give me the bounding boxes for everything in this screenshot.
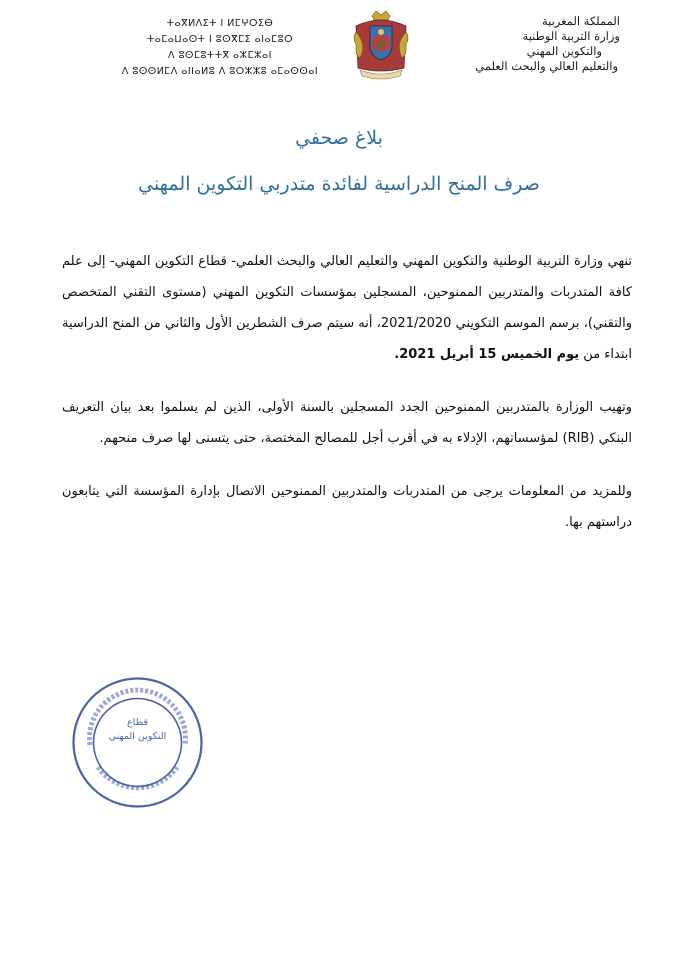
ministry-header-line: وزارة التربية الوطنية [522,29,620,43]
press-release-title: بلاغ صحفي [295,127,383,149]
ministry-header-arabic [420,14,620,74]
ministry-header-line: المملكة المغربية [541,14,620,28]
ministry-header-tifinagh [120,16,320,80]
release-date-text: يوم الخميس 15 أبريل 2021. [394,347,580,362]
ministry-header-line: والتكوين المهني [526,44,602,58]
body-paragraph: وتهيب الوزارة بالمتدربين الممنوحين الجدد المسجلين بالسنة الأولى، الذين لم يسلموا بعد بيان التعريف البنكي (RIB) لمؤسساتهم، الإدلاء به في أقرب أجل للمصالح المختصة، حتى يتسنى لها صرف منحهم. [62,400,632,446]
coat-of-arms-icon [350,8,412,82]
stamp-line: التكوين المهني [108,731,167,742]
body-paragraph: وللمزيد من المعلومات يرجى من المتدربات والمتدربين الممنوحين الاتصال بإدارة المؤسسة التي يتابعون دراستهم بها. [62,484,632,530]
tifinagh-header-line: ⴷ ⵓⵙⵎⵓⵜⵜⴳ ⴰⵣⵎⵣⴰⵏ [168,50,272,61]
body-paragraph [62,246,632,370]
tifinagh-header-line: ⵜⴰⴳⵍⴷⵉⵜ ⵏ ⵍⵎⵖⵔⵉⴱ [166,18,274,29]
press-release-body [62,246,632,560]
ministry-header-line: والتعليم العالي والبحث العلمي [475,59,618,73]
tifinagh-header-line: ⴷ ⵓⵙⵙⵍⵎⴷ ⴰⵏⵏⴰⵍⵓ ⴷ ⵓⵔⵣⵣⵓ ⴰⵎⴰⵙⵙⴰⵏ [121,66,319,77]
stamp-center-text [95,716,180,744]
stamp-line: قطاع [127,717,148,728]
body-paragraph-text: تنهي وزارة التربية الوطنية والتكوين المهني والتعليم العالي والبحث العلمي- قطاع التكوين المهني- إلى علم كافة المتدربات والمتدربين الممنوحين، المسجلين بمؤسسات التكوين المهني (مستوى التقني المتخصص والتقني)، برسم الموسم التكويني 2021/2020، أنه سيتم صرف الشطرين الأول والثاني من المنح الدراسية ابتداء من [62,254,632,362]
press-release-subtitle: صرف المنح الدراسية لفائدة متدربي التكوين المهني [138,173,540,195]
tifinagh-header-line: ⵜⴰⵎⴰⵡⴰⵙⵜ ⵏ ⵓⵙⴳⵎⵉ ⴰⵏⴰⵎⵓⵔ [146,34,294,45]
